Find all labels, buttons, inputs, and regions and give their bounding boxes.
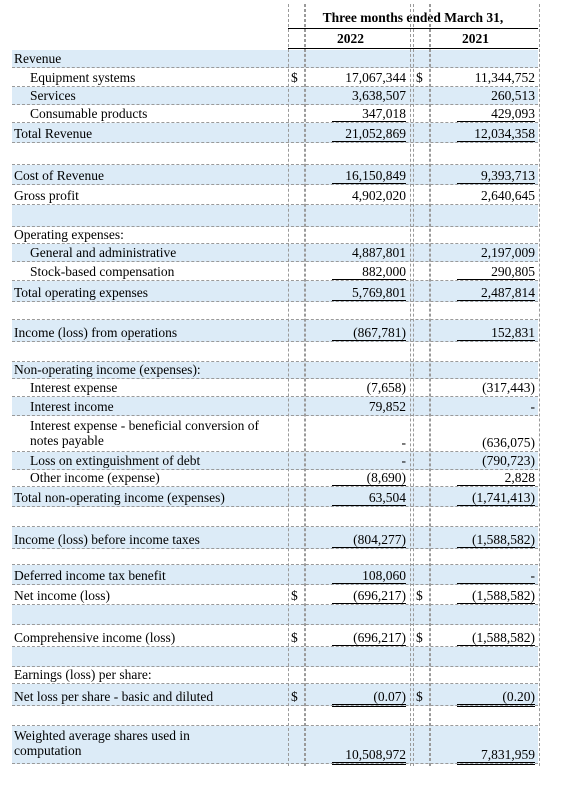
table-row	[12, 605, 538, 625]
row-label: Operating expenses:	[14, 227, 124, 242]
value-2021: -	[457, 568, 535, 584]
value-2021: 2,640,645	[481, 188, 535, 203]
currency-symbol: $	[416, 588, 423, 603]
table-row	[12, 342, 538, 362]
row-label: Total operating expenses	[14, 285, 149, 300]
row-label: Revenue	[14, 51, 62, 66]
value-2021: 2,828	[457, 470, 535, 486]
table-row	[12, 507, 538, 527]
table-row	[12, 205, 538, 227]
row-label: Cost of Revenue	[14, 168, 104, 183]
table-row	[12, 123, 538, 143]
value-2022: 63,504	[332, 490, 406, 506]
value-2022: (0.07)	[332, 689, 406, 707]
value-2022: -	[401, 453, 406, 468]
value-2021: (790,723)	[482, 453, 535, 468]
header-rule-bottom	[288, 48, 538, 49]
value-2021: 11,344,752	[474, 70, 535, 85]
table-row	[12, 105, 538, 123]
row-label: Equipment systems	[30, 70, 136, 85]
value-2021: 429,093	[457, 106, 535, 122]
value-2021: 260,513	[491, 88, 535, 103]
value-2022: 108,060	[332, 568, 406, 584]
table-row	[12, 185, 538, 205]
table-row	[12, 362, 538, 379]
row-label: Income (loss) before income taxes	[14, 532, 200, 547]
value-2022: (8,690)	[332, 470, 406, 486]
value-2021: 290,805	[457, 264, 535, 280]
value-2021: 2,487,814	[457, 285, 535, 301]
table-row	[12, 452, 538, 470]
value-2021: 7,831,959	[457, 747, 535, 765]
period-header: Three months ended March 31,	[322, 10, 504, 25]
row-label: Consumable products	[30, 106, 148, 121]
value-2022: 21,052,869	[332, 126, 406, 142]
table-row	[12, 416, 538, 452]
table-row	[12, 565, 538, 585]
currency-symbol: $	[291, 70, 298, 85]
table-row	[12, 726, 538, 764]
table-row	[12, 397, 538, 416]
header-rule	[288, 28, 538, 29]
table-row	[12, 527, 538, 549]
table-row	[12, 87, 538, 105]
table-row	[12, 585, 538, 605]
value-2022: (696,217)	[332, 588, 406, 606]
value-2022: 16,150,849	[332, 168, 406, 184]
value-2022: (696,217)	[332, 630, 406, 648]
value-2021: (1,588,582)	[457, 532, 535, 548]
row-label: Total Revenue	[14, 126, 93, 141]
table-row	[12, 684, 538, 706]
value-2022: 10,508,972	[332, 747, 406, 765]
value-2021: 9,393,713	[457, 168, 535, 184]
table-row	[12, 625, 538, 647]
value-2022: 882,000	[332, 264, 406, 280]
row-label: Stock-based compensation	[30, 264, 175, 279]
column-header-2021: 2021	[462, 31, 489, 46]
value-2022: 3,638,507	[352, 88, 406, 103]
row-label: Comprehensive income (loss)	[14, 630, 176, 645]
table-row	[12, 244, 538, 262]
value-2022: 17,067,344	[345, 70, 406, 85]
table-row	[12, 262, 538, 281]
row-label: Income (loss) from operations	[14, 325, 178, 340]
value-2022: (7,658)	[366, 380, 406, 395]
row-label: Other income (expense)	[30, 470, 160, 485]
table-row	[12, 487, 538, 507]
row-label: Deferred income tax benefit	[14, 568, 166, 583]
table-row	[12, 706, 538, 726]
table-row	[12, 667, 538, 684]
currency-symbol: $	[291, 630, 298, 645]
table-row	[12, 281, 538, 302]
row-label: Interest expense	[30, 380, 118, 395]
table-row	[12, 227, 538, 244]
value-2022: (867,781)	[332, 325, 406, 341]
table-row	[12, 379, 538, 397]
table-row	[12, 320, 538, 342]
table-row	[12, 143, 538, 165]
row-label: General and administrative	[30, 245, 177, 260]
value-2022: 347,018	[332, 106, 406, 122]
value-2022: 4,902,020	[352, 188, 406, 203]
value-2022: 5,769,801	[332, 285, 406, 301]
table-row	[12, 69, 538, 87]
value-2022: (804,277)	[332, 532, 406, 548]
value-2021: 2,197,009	[481, 245, 535, 260]
currency-symbol: $	[416, 630, 423, 645]
value-2021: (1,588,582)	[457, 588, 535, 606]
value-2021: (1,741,413)	[457, 490, 535, 506]
table-row	[12, 302, 538, 320]
row-label: Interest income	[30, 399, 114, 414]
row-label: Loss on extinguishment of debt	[30, 453, 201, 468]
row-label: Earnings (loss) per share:	[14, 667, 152, 682]
table-row	[12, 647, 538, 667]
row-label: Total non-operating income (expenses)	[14, 490, 225, 505]
row-label: Interest expense - beneficial conversion of notes payable	[30, 418, 260, 448]
table-row	[12, 549, 538, 565]
value-2021: (636,075)	[482, 435, 535, 450]
table-row	[12, 165, 538, 185]
row-label: Net loss per share - basic and diluted	[14, 689, 214, 704]
value-2021: (317,443)	[482, 380, 535, 395]
row-label: Services	[30, 88, 76, 103]
value-2022: 4,887,801	[352, 245, 406, 260]
value-2021: (1,588,582)	[457, 630, 535, 648]
value-2022: 79,852	[368, 399, 406, 414]
value-2021: 12,034,358	[457, 126, 535, 142]
table-row	[12, 470, 538, 487]
currency-symbol: $	[416, 689, 423, 704]
row-label: Net income (loss)	[14, 588, 110, 603]
value-2021: 152,831	[457, 325, 535, 341]
row-label: Gross profit	[14, 188, 79, 203]
row-label: Non-operating income (expenses):	[14, 362, 201, 377]
value-2022: -	[401, 435, 406, 450]
row-label: Weighted average shares used in computation	[14, 728, 190, 758]
column-header-2022: 2022	[337, 31, 364, 46]
currency-symbol: $	[291, 588, 298, 603]
value-2021: -	[530, 399, 535, 414]
value-2021: (0.20)	[457, 689, 535, 707]
currency-symbol: $	[291, 689, 298, 704]
currency-symbol: $	[416, 70, 423, 85]
table-row	[12, 50, 538, 68]
